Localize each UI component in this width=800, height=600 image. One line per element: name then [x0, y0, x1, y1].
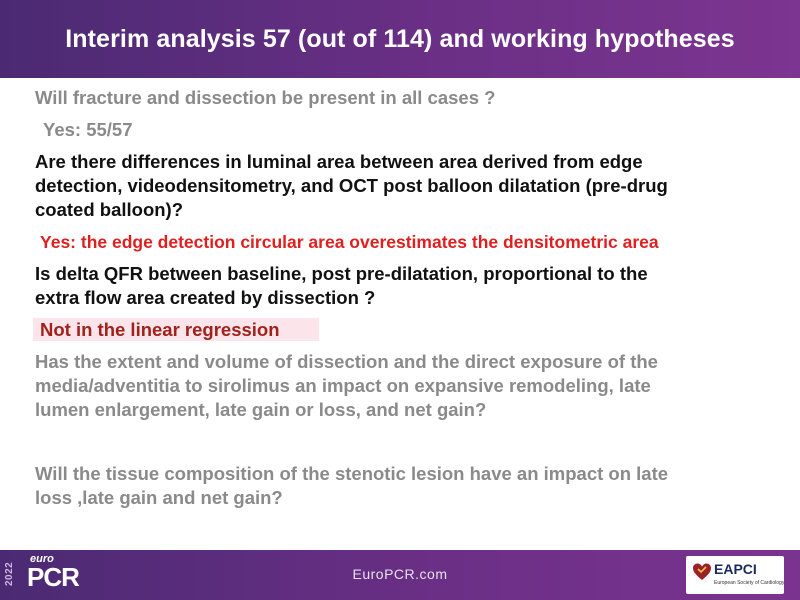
footer-year: 2022: [4, 561, 15, 587]
answer-2: Yes: the edge detection circular area overestimates the densitometric area: [40, 232, 659, 252]
question-5-line-2: loss ,late gain and net gain?: [35, 487, 283, 508]
question-5-line-1: Will the tissue composition of the stenotic lesion have an impact on late: [35, 463, 669, 484]
question-2-line-2: detection, videodensitometry, and OCT post balloon dilatation (pre-drug: [35, 175, 668, 196]
footer-url: EuroPCR.com: [352, 566, 448, 582]
eapci-sub-label: European Society of Cardiology: [714, 580, 785, 586]
question-1: Will fracture and dissection be present in all cases ?: [35, 87, 496, 108]
slide-title: Interim analysis 57 (out of 114) and working hypotheses: [65, 24, 735, 53]
title-bar: [0, 0, 800, 78]
question-4-line-2: media/adventitia to sirolimus an impact on expansive remodeling, late: [35, 375, 651, 396]
question-3-line-1: Is delta QFR between baseline, post pre-dilatation, proportional to the: [35, 263, 648, 284]
europcr-logo-euro: euro: [30, 553, 54, 565]
question-2-line-3: coated balloon)?: [35, 199, 183, 220]
answer-1: Yes: 55/57: [43, 119, 133, 140]
question-4-line-3: lumen enlargement, late gain or loss, and net gain?: [35, 399, 487, 420]
europcr-logo-pcr: PCR: [27, 562, 79, 592]
question-4-line-1: Has the extent and volume of dissection and the direct exposure of the: [35, 351, 658, 372]
eapci-label: EAPCI: [714, 561, 757, 577]
eapci-heart-icon: [692, 562, 712, 582]
question-3-line-2: extra flow area created by dissection ?: [35, 287, 376, 308]
eapci-logo: [686, 556, 784, 594]
answer-3: Not in the linear regression: [40, 319, 280, 340]
question-2-line-1: Are there differences in luminal area between area derived from edge: [35, 151, 643, 172]
